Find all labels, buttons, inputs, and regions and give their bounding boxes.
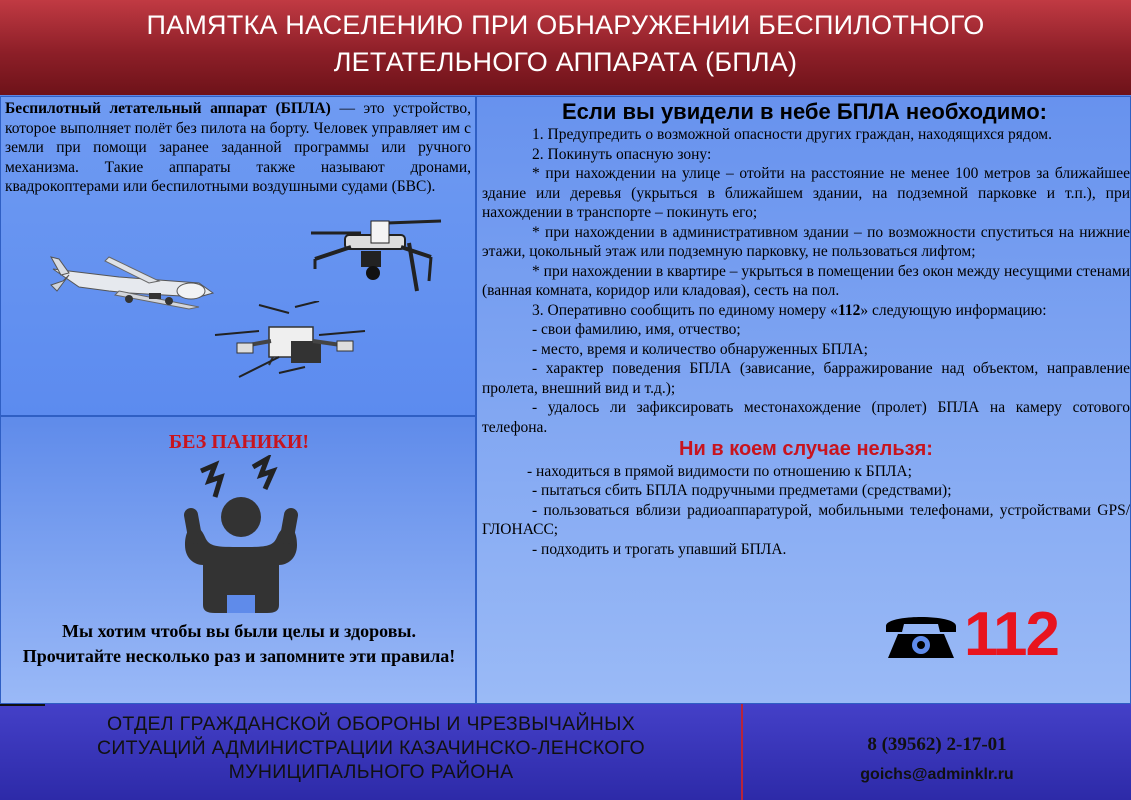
org-line-2: СИТУАЦИЙ АДМИНИСТРАЦИИ КАЗАЧИНСКО-ЛЕНСКОГО [96,737,645,759]
info-item: - место, время и количество обнаруженных БПЛА; [532,340,868,358]
contact-phone[interactable]: 8 (39562) 2-17-01 [867,734,1007,755]
contact-info [743,704,1131,800]
org-line-1: ОТДЕЛ ГРАЖДАНСКОЙ ОБОРОНЫ И ЧРЕЗВЫЧАЙНЫХ [106,713,636,735]
info-item: - свои фамилию, имя, отчество; [532,321,741,338]
quadcopter-icon [209,301,369,401]
step-2-apartment: * при нахождении в квартире – укрыться в помещении без окон между несущими стенами (ванная комната, коридор или кладовая), сесть на пол. [482,262,1130,299]
info-item: - характер поведения БПЛА (зависание, барражирование над объектом, направление пролета, внешний вид и т.д.); [482,360,1130,397]
footer [0,704,1131,800]
instructions-title: Если вы увидели в небе БПЛА необходимо: [562,99,1047,124]
safety-message: Мы хотим чтобы вы были целы и здоровы. Прочитайте несколько раз и запомните эти правила! [22,621,456,666]
forbidden-item: - подходить и трогать упавший БПЛА. [532,540,787,558]
no-panic-title: БЕЗ ПАНИКИ! [168,431,310,453]
step-3-number: 112 [837,301,861,319]
page-header [0,0,1131,95]
military-drone-icon [49,247,219,317]
step-3 [482,301,1130,321]
instructions-body [482,125,1130,559]
telephone-icon [884,612,958,660]
forbidden-item: - пытаться сбить БПЛА подручными предметами (средствами); [532,482,952,499]
step-2-office: * при нахождении в административном здании – по возможности спуститься на нижние этажи, цокольный этаж или подземную парковку, не пользоваться лифтом; [482,223,1130,260]
no-panic-panel [0,416,476,704]
step-1: 1. Предупредить о возможной опасности других граждан, находящихся рядом. [532,126,1052,143]
forbidden-title: Ни в коем случае нельзя: [679,438,933,460]
emergency-number: 112 [964,600,1059,669]
forbidden-item: - пользоваться вблизи радиоаппаратурой, мобильными телефонами, устройствами GPS/ГЛОНАСС; [482,501,1130,538]
organization-name [0,712,742,784]
camera-drone-icon [301,211,451,301]
step-2: 2. Покинуть опасную зону: [532,145,712,163]
intro-term: Беспилотный летательный аппарат (БПЛА) [5,100,331,117]
info-item: - удалось ли зафиксировать местонахождение (пролет) БПЛА на камеру сотового телефона. [482,399,1130,436]
stressed-person-icon [171,455,311,615]
forbidden-item: - находиться в прямой видимости по отношению к БПЛА; [527,462,912,480]
instructions-panel [476,96,1131,704]
step-2-street: * при нахождении на улице – отойти на расстояние не менее 100 метров за ближайшее здание или деревья (укрыться в ближайшем здании, на подземной парковке и т.п.), при нахождении в транспорте – покинуть его; [482,165,1130,221]
header-title-line1: ПАМЯТКА НАСЕЛЕНИЮ ПРИ ОБНАРУЖЕНИИ БЕСПИЛОТНОГО [146,10,985,40]
org-line-3: МУНИЦИПАЛЬНОГО РАЙОНА [228,761,514,783]
step-3-text-a: 3. Оперативно сообщить по единому номеру « [532,301,838,319]
header-title-line2: ЛЕТАТЕЛЬНОГО АППАРАТА (БПЛА) [333,47,798,77]
step-3-text-b: » следующую информацию: [860,301,1047,319]
contact-email[interactable]: goichs@adminklr.ru [860,766,1014,783]
intro-text [5,99,471,197]
footer-corner-line [0,704,45,706]
intro-panel [0,96,476,416]
intro-definition: — это устройство, которое выполняет полёт без пилота на борту. Человек управляет им с земли при помощи заранее заданной программы или ручного механизма. Такие аппараты также называют дронами, квадрокоптерами или беспилотными воздушными судами (БВС). [5,100,471,195]
